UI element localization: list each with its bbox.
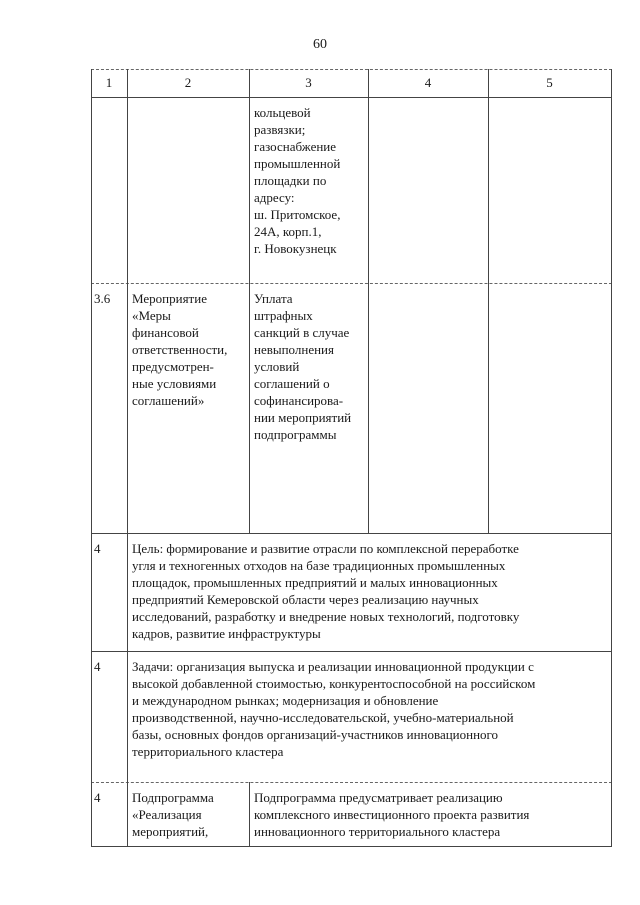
row2-measure-name: Мероприятие «Меры финансовой ответственности, предусмотрен- ные условиями соглашений» <box>132 291 228 408</box>
column-divider <box>249 69 250 534</box>
row5-subprogram-name: Подпрограмма «Реализация мероприятий, <box>132 790 214 839</box>
header-cell-4: 4 <box>424 75 432 90</box>
header-cell-5: 5 <box>546 75 553 90</box>
row4-tasks-text: Задачи: организация выпуска и реализации инновационной продукции с высокой добавленной стоимостью, конкурентоспособной на российском и международном рынках; модернизация и обновление производственной, научно-исследовательской, учебно-материальной базы, основных фондов организаций-участников инновационного территориального кластера <box>132 659 536 759</box>
row5-subprogram-description: Подпрограмма предусматривает реализацию комплексного инвестиционного проекта развития инновационного территориального кластера <box>254 790 530 839</box>
table-top-border <box>91 69 612 70</box>
row1-measure-description: кольцевой развязки; газоснабжение промышленной площадки по адресу: ш. Притомское, 24А, корп.1, г. Новокузнецк <box>254 105 341 256</box>
row5-number: 4 <box>94 790 101 805</box>
header-divider <box>91 97 612 98</box>
row2-measure-description: Уплата штрафных санкций в случае невыполнения условий соглашений о софинансирова- нии мероприятий подпрограммы <box>254 291 352 442</box>
row4-number: 4 <box>94 659 101 674</box>
header-cell-3: 3 <box>305 75 312 90</box>
column-divider <box>249 782 250 847</box>
row-divider <box>91 782 612 783</box>
table-right-border <box>611 69 612 847</box>
row-divider <box>91 533 612 534</box>
row-divider <box>91 283 612 284</box>
row2-number: 3.6 <box>94 291 111 306</box>
row3-goal-text: Цель: формирование и развитие отрасли по комплексной переработке угля и техногенных отходов на базе традиционных промышленных площадок, промышленных предприятий и малых инновационных предприятий Кемеровской области через реализацию научных исследований, разработку и внедрение новых технологий, подготовку кадров, развитие инфраструктуры <box>132 541 520 641</box>
column-divider <box>127 69 128 847</box>
header-cell-2: 2 <box>184 75 192 90</box>
header-cell-1: 1 <box>105 75 113 90</box>
table-bottom-border <box>91 846 612 847</box>
table-left-border <box>91 69 92 847</box>
column-divider <box>368 69 369 534</box>
row-divider <box>91 651 612 652</box>
page-number: 60 <box>313 37 327 52</box>
row3-number: 4 <box>94 541 101 556</box>
column-divider <box>488 69 489 534</box>
measures-table <box>91 69 612 847</box>
